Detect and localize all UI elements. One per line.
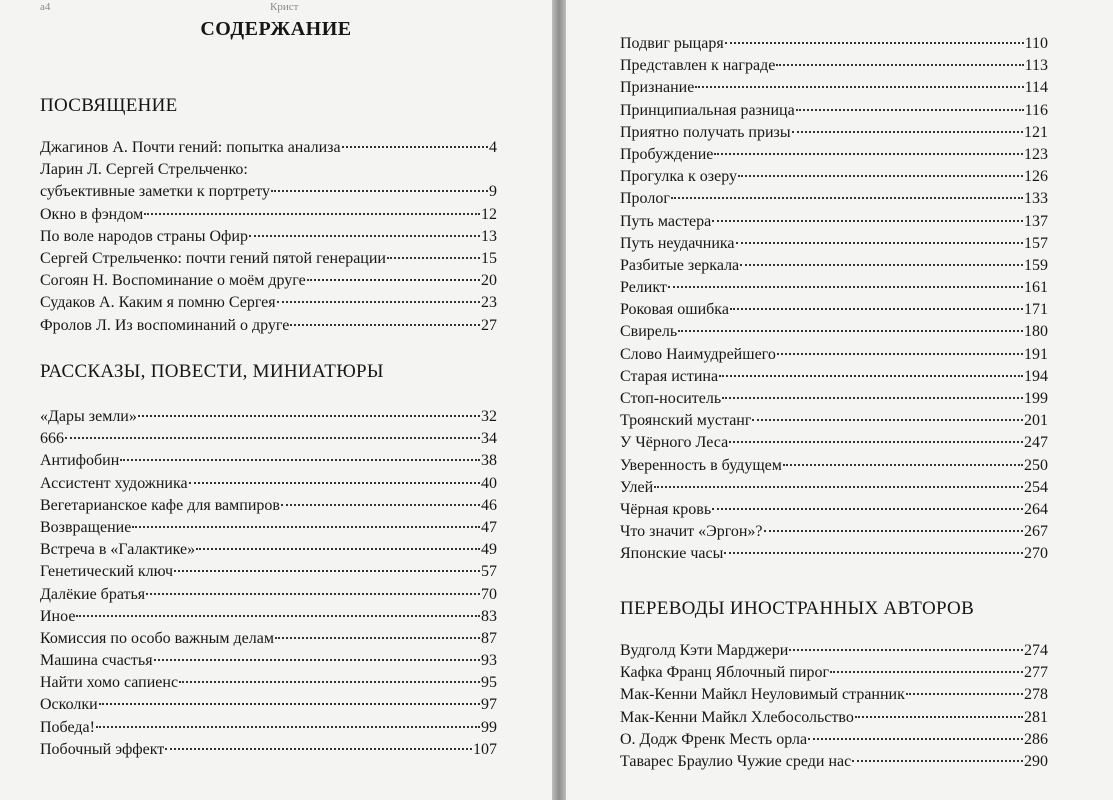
toc-entry-title: Возвращение [40,518,132,536]
toc-entry[interactable] [40,650,497,672]
toc-entry-title: Уверенность в будущем [620,456,782,474]
toc-entry-title: Троянский мустанг [620,412,752,430]
toc-entry-title: Стоп-носитель [620,390,722,407]
toc-entry-page: 264 [1024,500,1048,518]
toc-entry-title: Старая истина [620,367,719,385]
toc-entry-title: Победа! [40,718,95,736]
toc-entry-page: 113 [1024,57,1048,75]
toc-entry-title: «Дары земли» [40,408,137,425]
dot-leader [146,593,480,595]
dot-leader [132,526,480,528]
dot-leader [777,353,1023,355]
dot-leader [179,681,480,683]
dot-leader [776,64,1023,66]
toc-entry[interactable] [620,122,1048,144]
dot-leader [730,308,1023,310]
dot-leader [712,220,1023,222]
toc-entry-page: 278 [1024,686,1048,704]
toc-entry-title: Комиссия по особо важным делам [40,629,274,647]
dot-leader [277,301,480,303]
toc-entry-title: Окно в фэндом [40,205,144,223]
dot-leader [725,42,1024,44]
toc-entry-title: Согоян Н. Воспоминание о моём друге [40,272,306,290]
toc-entry-title: Пробуждение [620,145,714,163]
dot-leader [165,748,472,750]
right-page [566,0,1113,800]
toc-entry[interactable] [620,233,1048,255]
left-page [0,0,552,800]
dot-leader [290,324,480,326]
toc-entry[interactable] [40,584,497,606]
dot-leader [154,659,480,661]
toc-entry[interactable] [620,751,1048,773]
dot-leader [189,482,480,484]
toc-entry-title: субъективные заметки к портрету [40,183,271,201]
toc-entry-page: 137 [1024,212,1048,230]
toc-entry-title: Встреча в «Галактике» [40,541,196,559]
toc-entry[interactable] [620,662,1048,684]
dot-leader [712,508,1023,510]
toc-entry-title: Иное [40,607,76,625]
toc-entry-title: Свирель [620,323,678,341]
toc-entry-page: 254 [1024,478,1048,496]
toc-entry-page: 99 [481,718,497,736]
toc-entry[interactable] [620,707,1048,729]
dot-leader [722,397,1023,399]
toc-entry-page: 201 [1024,412,1048,430]
toc-entry[interactable] [620,499,1048,521]
toc-entry[interactable] [40,606,497,628]
toc-entry-title: Путь неудачника [620,234,735,252]
dot-leader [719,375,1023,377]
toc-entry-title: Таварес Браулио Чужие среди нас [620,752,852,770]
toc-entry-title: Машина счастья [40,652,153,670]
toc-entry-page: 126 [1024,168,1048,186]
toc-entry-title: Разбитые зеркала [620,256,740,274]
toc-entry[interactable] [40,672,497,694]
toc-entry-title: Улей [620,478,654,496]
dot-leader [249,235,480,237]
dot-leader [796,109,1024,111]
toc-entry-title: 666 [40,430,64,448]
toc-entry[interactable] [620,729,1048,751]
toc-entry-page: 57 [481,563,497,581]
toc-entry-title: О. Додж Френк Месть орла [620,730,808,748]
toc-entry[interactable] [620,477,1048,499]
toc-entry[interactable] [620,366,1048,388]
section-heading-translations: ПЕРЕВОДЫ ИНОСТРАННЫХ АВТОРОВ [620,598,975,619]
toc-entry[interactable] [620,299,1048,321]
toc-entry-title: Что значит «Эргон»? [620,523,763,541]
toc-entry-title: Мак-Кенни Майкл Хлебосольство [620,708,854,726]
toc-entry-title: Осколки [40,696,98,714]
toc-entry-title: Признание [620,79,695,97]
dot-leader [96,726,480,728]
toc-entry[interactable] [620,33,1048,55]
dot-leader [307,279,480,281]
dot-leader [654,486,1023,488]
toc-entry[interactable] [620,455,1048,477]
dot-leader [671,197,1023,199]
toc-entry-title: Вегетарианское кафе для вампиров [40,496,280,514]
toc-entry[interactable] [40,406,497,428]
toc-entry-page: 4 [489,139,497,156]
toc-entry[interactable] [40,561,497,583]
dot-leader [99,703,480,705]
dot-leader [144,213,480,215]
dot-leader [695,86,1023,88]
toc-entry-title: Ларин Л. Сергей Стрельченко: [40,161,248,179]
dot-leader [668,286,1023,288]
toc-entry[interactable] [620,277,1048,299]
toc-entry[interactable] [40,137,497,159]
dot-leader [729,441,1023,443]
toc-entry-page: 12 [481,205,497,223]
toc-entry[interactable] [620,188,1048,210]
toc-entry[interactable] [620,100,1048,122]
toc-entry-page: 121 [1024,123,1048,141]
dot-leader [342,146,488,148]
toc-entry[interactable] [620,144,1048,166]
toc-entry[interactable] [40,315,497,337]
toc-entry-page: 159 [1024,256,1048,274]
toc-entry[interactable] [40,628,497,650]
toc-entry-title: Фролов Л. Из воспоминаний о друге [40,316,290,334]
toc-entry-title: Реликт [620,279,667,297]
toc-entry[interactable] [620,344,1048,366]
toc-entry-page: 116 [1024,101,1048,119]
dot-leader [138,415,480,417]
dot-leader [678,330,1023,332]
toc-entry-title: Приятно получать призы [620,123,791,141]
toc-entry[interactable] [40,539,497,561]
toc-entry-page: 274 [1024,642,1048,659]
dot-leader [906,693,1023,695]
toc-entry[interactable] [40,248,497,270]
toc-entry[interactable] [40,739,497,761]
page-edge-mark: Крист [270,1,299,13]
toc-entry-title: У Чёрного Леса [620,434,729,452]
toc-entry[interactable] [40,450,497,472]
toc-entry-page: 281 [1024,708,1048,726]
toc-entry-page: 171 [1024,301,1048,319]
book-gutter [552,0,566,800]
toc-entry[interactable] [620,211,1048,233]
toc-list-stories-continued [620,33,1048,566]
toc-entry-title: Прогулка к озеру [620,168,738,186]
toc-entry-title: Роковая ошибка [620,301,729,319]
dot-leader [736,242,1023,244]
dot-leader [738,175,1023,177]
toc-entry-title: Кафка Франц Яблочный пирог [620,664,830,682]
toc-entry-page: 161 [1024,279,1048,297]
toc-entry-page: 27 [481,316,497,334]
toc-list-stories [40,406,497,761]
toc-entry-page: 32 [481,408,497,425]
toc-entry-page: 157 [1024,234,1048,252]
dot-leader [714,153,1023,155]
toc-entry[interactable] [40,694,497,716]
dot-leader [76,615,480,617]
toc-entry[interactable] [40,495,497,517]
toc-entry-page: 46 [481,496,497,514]
section-heading-stories: РАССКАЗЫ, ПОВЕСТИ, МИНИАТЮРЫ [40,361,384,382]
dot-leader [830,671,1023,673]
dot-leader [764,530,1023,532]
toc-entry-page: 180 [1024,323,1048,341]
dot-leader [783,464,1023,466]
toc-entry-page: 110 [1024,35,1048,52]
toc-entry[interactable] [40,473,497,495]
toc-entry[interactable] [40,428,497,450]
toc-entry-title: Далёкие братья [40,585,146,603]
toc-entry-title: Японские часы [620,545,724,563]
toc-entry-page: 9 [489,183,497,201]
toc-entry-page: 83 [481,607,497,625]
contents-title: СОДЕРЖАНИЕ [200,18,352,40]
toc-entry[interactable] [620,321,1048,343]
toc-entry-page: 97 [481,696,497,714]
toc-entry-page: 47 [481,518,497,536]
toc-entry[interactable] [40,204,497,226]
dot-leader [271,190,488,192]
toc-entry-page: 49 [481,541,497,559]
toc-entry-page: 123 [1024,145,1048,163]
dot-leader [852,760,1023,762]
toc-entry-title: Представлен к награде [620,57,776,75]
toc-entry[interactable] [620,166,1048,188]
dot-leader [65,437,480,439]
toc-entry[interactable] [40,292,497,314]
toc-entry-title: Вудголд Кэти Марджери [620,642,789,659]
toc-entry[interactable] [620,55,1048,77]
toc-entry-title: Путь мастера [620,212,712,230]
toc-entry-title: Антифобин [40,452,120,470]
toc-entry-page: 40 [481,474,497,492]
dot-leader [120,459,480,461]
toc-entry-page: 38 [481,452,497,470]
toc-entry-page: 250 [1024,456,1048,474]
toc-entry-page: 194 [1024,367,1048,385]
toc-entry-page: 15 [481,249,497,267]
toc-entry-title: Сергей Стрельченко: почти гений пятой генерации [40,249,386,267]
toc-entry[interactable] [40,226,497,248]
toc-entry-title: Мак-Кенни Майкл Неуловимый странник [620,686,905,704]
toc-list-dedication [40,137,497,337]
toc-entry-title: Джагинов А. Почти гений: попытка анализа [40,139,341,156]
toc-entry[interactable] [620,640,1048,662]
toc-entry-page: 286 [1024,730,1048,748]
toc-entry[interactable] [40,517,497,539]
toc-entry-page: 114 [1024,79,1048,97]
toc-entry-title: Судаков А. Каким я помню Сергея [40,294,276,312]
dot-leader [174,570,480,572]
toc-entry[interactable] [620,432,1048,454]
toc-entry[interactable] [620,684,1048,706]
toc-entry[interactable] [620,77,1048,99]
toc-entry[interactable] [620,388,1048,410]
toc-entry-title: Принципиальная разница [620,101,795,119]
toc-entry[interactable] [40,159,497,181]
toc-entry-page: 199 [1024,390,1048,407]
toc-entry-page: 93 [481,652,497,670]
toc-entry-page: 277 [1024,664,1048,682]
dot-leader [855,716,1023,718]
toc-entry[interactable] [40,270,497,292]
toc-entry-page: 247 [1024,434,1048,452]
toc-entry-title: Подвиг рыцаря [620,35,724,52]
toc-entry-page: 107 [473,740,497,758]
toc-entry-page: 133 [1024,190,1048,208]
toc-entry-title: Ассистент художника [40,474,188,492]
dot-leader [792,131,1023,133]
toc-entry[interactable] [620,543,1048,565]
dot-leader [724,552,1023,554]
toc-entry-page: 267 [1024,523,1048,541]
toc-entry-page: 270 [1024,545,1048,563]
toc-entry-title: Побочный эффект [40,740,165,758]
dot-leader [281,504,480,506]
dot-leader [752,419,1023,421]
toc-list-translations [620,640,1048,773]
dot-leader [789,649,1023,651]
page-edge-mark: а4 [40,1,51,13]
toc-entry-page: 290 [1024,752,1048,770]
dot-leader [740,264,1023,266]
toc-entry-page: 191 [1024,345,1048,363]
toc-entry-page: 87 [481,629,497,647]
dot-leader [808,738,1023,740]
toc-entry[interactable] [40,717,497,739]
toc-entry-page: 95 [481,674,497,692]
toc-entry-page: 23 [481,294,497,312]
toc-entry[interactable] [620,255,1048,277]
toc-entry[interactable] [40,181,497,203]
section-heading-dedication: ПОСВЯЩЕНИЕ [40,95,178,116]
toc-entry-page: 20 [481,272,497,290]
toc-entry-title: Слово Наимудрейшего [620,345,776,363]
toc-entry-title: Чёрная кровь [620,500,712,518]
toc-entry-title: По воле народов страны Офир [40,227,248,245]
toc-entry-page: 34 [481,430,497,448]
dot-leader [196,548,480,550]
dot-leader [275,637,480,639]
toc-entry-page: 70 [481,585,497,603]
toc-entry-title: Генетический ключ [40,563,174,581]
dot-leader [387,257,480,259]
toc-entry-title: Найти хомо сапиенс [40,674,179,692]
toc-entry[interactable] [620,521,1048,543]
toc-entry-page: 13 [481,227,497,245]
toc-entry-title: Пролог [620,190,670,208]
toc-entry[interactable] [620,410,1048,432]
